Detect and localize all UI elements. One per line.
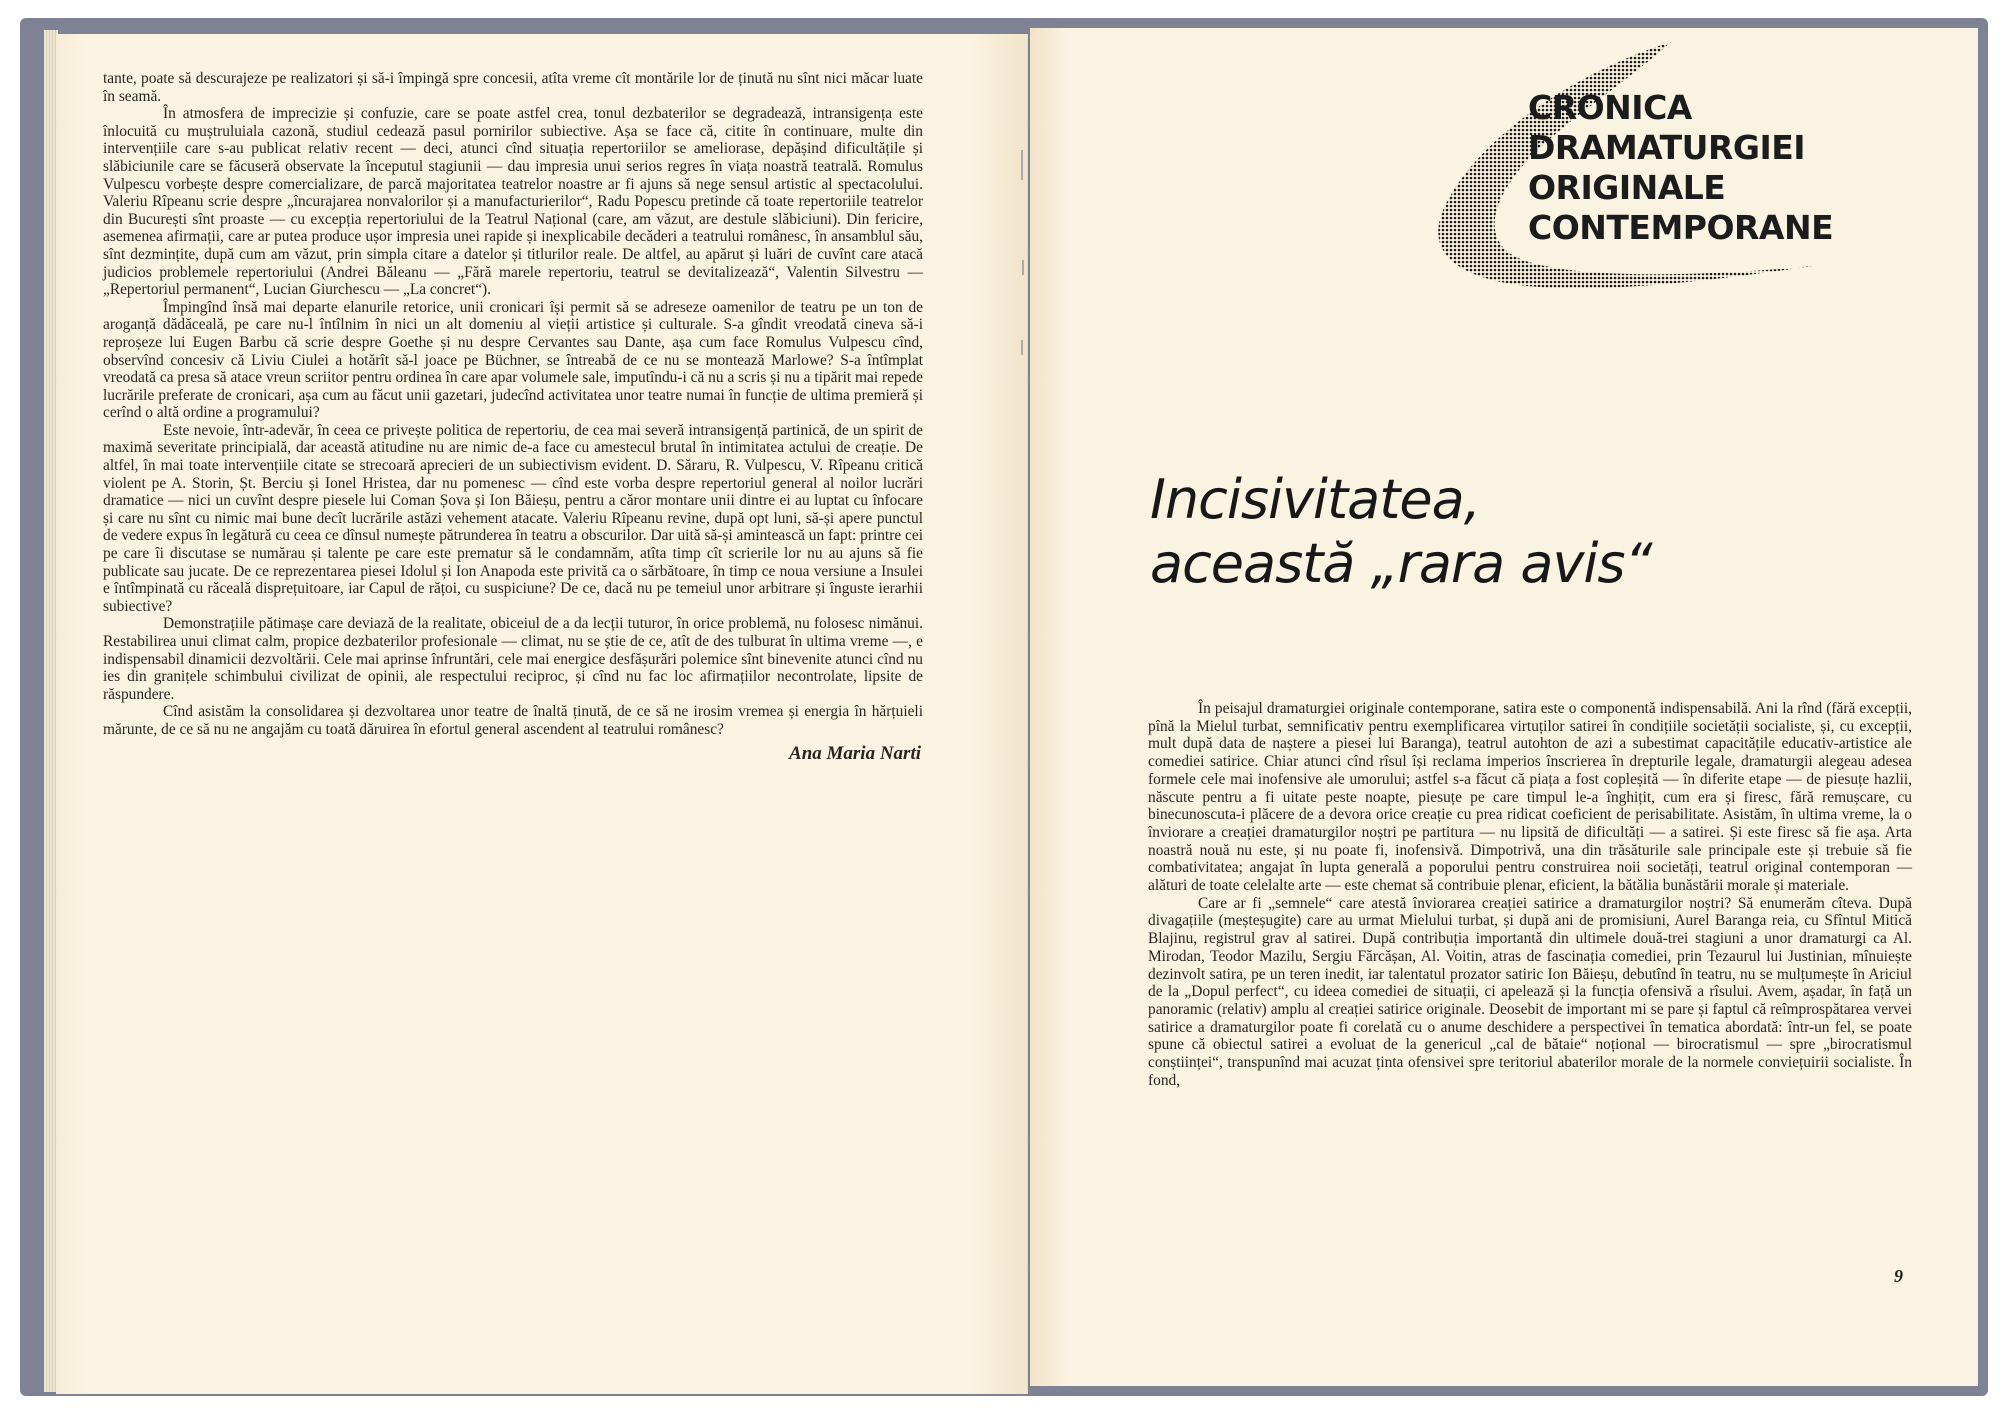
paragraph: Demonstrațiile pătimașe care deviază de la realitate, obiceiul de a da lecții tuturor, în orice problemă, nu folosesc nimănui. Restabilirea unui climat calm, propice dezbaterilor profesionale — climat, nu se știe de ce, atît de des tulburat în ultima vreme —, e indispensabil dinamicii dezvoltării. Cele mai aprinse înfruntări, cele mai energice desfășurări polemice sînt binevenite atunci cînd nu ies din granițele schimbului civilizat de opinii, ale respectului reciproc, și cînd nu fac loc afirmațiilor necontrolate, lipsite de răspundere.: [103, 615, 923, 703]
section-title-line: DRAMATURGIEI: [1528, 128, 1806, 167]
paragraph: tante, poate să descurajeze pe realizatori și să-i împingă spre concesii, atîta vreme cît montările lor de ținută nu sînt nici măcar luate în seamă.: [103, 70, 923, 105]
paragraph: Cînd asistăm la consolidarea și dezvoltarea unor teatre de înaltă ținută, de ce să ne irosim vremea și energia în hărțuieli mărunte, de ce să nu ne angajăm cu toată dăruirea în efortul general ascendent al teatrului românesc?: [103, 703, 923, 738]
section-title-line: CRONICA: [1528, 88, 1692, 127]
section-title: [1528, 88, 1833, 248]
section-title-line: ORIGINALE: [1528, 168, 1726, 207]
left-article-body: [103, 70, 923, 762]
author-signature: Ana Maria Narti: [789, 742, 921, 764]
paragraph: Este nevoie, într-adevăr, în ceea ce privește politica de repertoriu, de cea mai severă intransigență partinică, de un spirit de maximă severitate principială, dar această atitudine nu are nimic de-a face cu amestecul brutal în intimitatea actului de creație. De altfel, în mai toate intervențiile citate se strecoară aprecieri de un subiectivism evident. D. Săraru, R. Vulpescu, V. Rîpeanu critică violent pe A. Storin, Șt. Berciu și Ionel Hristea, dar nu pomenesc — cînd este vorba despre repertoriul general al noilor lucrări dramatice — nici un cuvînt despre piesele lui Coman Șova și Ion Băieșu, pentru a căror montare unii dintre ei au luptat cu înfocare și care nu sînt cu nimic mai bune decît lucrările astăzi vehement atacate. Valeriu Rîpeanu revine, după opt luni, să-și apere punctul de vedere expus în legătură cu ceea ce dînsul numește pătrunderea în teatru a obscurilor. Dar uită să-și amintească un fapt: printre cei pe care îi discutase se numărau și talente pe care este prematur să le condamnăm, atîta timp cît scrierile lor nu au ajuns să fie publicate sau jucate. De ce reprezentarea piesei Idolul și Ion Anapoda este privită ca o sărbătoare, în timp ce noua versiune a Insulei e întîmpinată cu răceală disprețuitoare, iar Capul de rățoi, cu suspiciune? De ce, dacă nu pe temeiul unor arbitrare și înguste ierarhii subiective?: [103, 421, 923, 615]
paragraph: În atmosfera de imprecizie și confuzie, care se poate astfel crea, tonul dezbaterilor se degradează, intransigența este înlocuită cu muștruluiala cazonă, studiul cedează pasul pornirilor subiective. Așa se face că, citite în continuare, multe din intervențiile care s-au publicat relativ recent — deci, atunci cînd situația repertoriilor se ameliorase, depășind dificultățile și slăbiciunile care se făcuseră observate la începutul stagiunii — dau impresia unui serios regres în viața noastră teatrală. Romulus Vulpescu vorbește despre comercializare, de parcă majoritatea teatrelor noastre ar fi ajuns să nege sensul artistic al spectacolului. Valeriu Rîpeanu scrie despre „încurajarea nonvalorilor și a manufacturierilor“, Radu Popescu pretinde că toate repertoriile teatrelor din București sînt proaste — cu excepția repertoriului de la Teatrul Național (care, am văzut, are destule slăbiciuni). Din fericire, asemenea afirmații, care ar putea produce ușor impresia unei rapide și inexplicabile decăderi a teatrului românesc, în ansamblul său, sînt dezmințite, după cum am văzut, prin simpla citare a datelor și titlurilor reale. De altfel, au apărut și luări de cuvînt care atacă judicios problemele repertoriului (Andrei Băleanu — „Fără marele repertoriu, teatrul se devitalizează“, Valentin Silvestru — „Repertoriul permanent“, Lucian Giurchescu — „La concret“).: [103, 105, 923, 299]
page-number: 9: [1894, 1266, 1903, 1286]
paragraph: În peisajul dramaturgiei originale contemporane, satira este o componentă indispensabilă. Ani la rînd (fără excepții, pînă la Mielul turbat, semnificativ pentru exemplificarea virtuților satirei în condițiile societății socialiste, și, cu excepții, mult după data de naștere a piesei lui Baranga), teatrul autohton de azi a subestimat capacitățile educativ-artistice ale comediei satirice. Chiar atunci cînd rîsul își reclama imperios înscrierea în drepturile legale, dramaturgii alegeau adesea formele cele mai inofensive ale umorului; astfel s-a făcut că piața a fost copleșită — în diferite etape — de piesuțe hazlii, născute pentru a fi uitate peste noapte, piesuțe pe care timpul le-a înghițit, cum era și firesc, fără remușcare, cu binecunoscuta-i plăcere de a devora orice creație cu prea ridicat coeficient de perisabilitate. Asistăm, în ultima vreme, la o înviorare a creației dramaturgilor noștri pe partitura — nu lipsită de dificultăți — a satirei. Și este firesc să fie așa. Arta noastră nouă nu este, și nu poate fi, inofensivă. Dimpotrivă, una din trăsăturile sale principale este și trebuie să fie combativitatea; angajat în lupta generală a poporului pentru construirea noii societăți, teatrul original contemporan — alături de toate celelalte arte — este chemat să contribuie plenar, eficient, la bătălia bunăstării morale și materiale.: [1148, 700, 1912, 895]
binding-stitches: [1018, 150, 1028, 550]
paragraph: Care ar fi „semnele“ care atestă înviorarea creației satirice a dramaturgilor noștri? Să enumerăm cîteva. După divagațiile (meșteșugite) care au urmat Mielului turbat, și după ani de promisiuni, Aurel Baranga reia, cu Sfîntul Mitică Blajinu, registrul grav al satirei. După contribuția importantă din ultimele două-trei stagiuni a unor dramaturgi ca Al. Mirodan, Teodor Mazilu, Sergiu Fărcășan, Al. Voitin, atras de fascinația comediei, prin Tezaurul lui Justinian, mînuiește dezinvolt satira, pe un teren inedit, iar talentatul prozator satiric Ion Băieșu, debutînd în teatru, nu se mulțumește în Ariciul de la „Dopul perfect“, cu ideea comediei de situații, ci apelează și la funcția ofensivă a rîsului. Avem, așadar, în față un panoramic (relativ) amplu al creației satirice originale. Deosebit de important mi se pare și faptul că reîmprospătarea vervei satirice a dramaturgilor poate fi corelată cu o anume deschidere a perspectivei în tematica abordată: într-un fel, se poate spune că obiectul satirei a evoluat de la genericul „cal de bătaie“ noțional — birocratismul — spre „birocratismul conștiinței“, transpunînd mai acuzat ținta ofensivei spre teritoriul abaterilor morale de la normele conviețuirii socialiste. În fond,: [1148, 894, 1912, 1089]
paragraph: Împingînd însă mai departe elanurile retorice, unii cronicari își permit să se adreseze oamenilor de teatru pe un ton de aroganță dădăceală, pe care nu-l întîlnim în nici un alt domeniu al vieții artistice și culturale. S-a gîndit vreodată cineva să-i reproșeze lui Eugen Barbu că scrie despre Goethe și nu despre Cervantes sau Dante, așa cum face Romulus Vulpescu cînd, observînd concesiv că Liviu Ciulei a hotărît să-l joace pe Büchner, se întreabă de ce nu se montează Marlowe? S-a întîmplat vreodată ca presa să atace vreun scriitor pentru ordinea în care apar volumele sale, imputîndu-i că nu a scris și nu a tipărit mai repede lucrările preferate de cronicari, așa cum au făcut unii gazetari, judecînd activitatea unor teatre numai în funcție de ultima premieră și cerînd o altă ordine a programului?: [103, 298, 923, 422]
article-headline: [1150, 468, 1652, 596]
headline-line: această „rara avis“: [1150, 532, 1652, 595]
headline-line: Incisivitatea,: [1150, 468, 1480, 531]
section-title-line: CONTEMPORANE: [1528, 208, 1834, 247]
right-article-body: [1148, 700, 1912, 1089]
